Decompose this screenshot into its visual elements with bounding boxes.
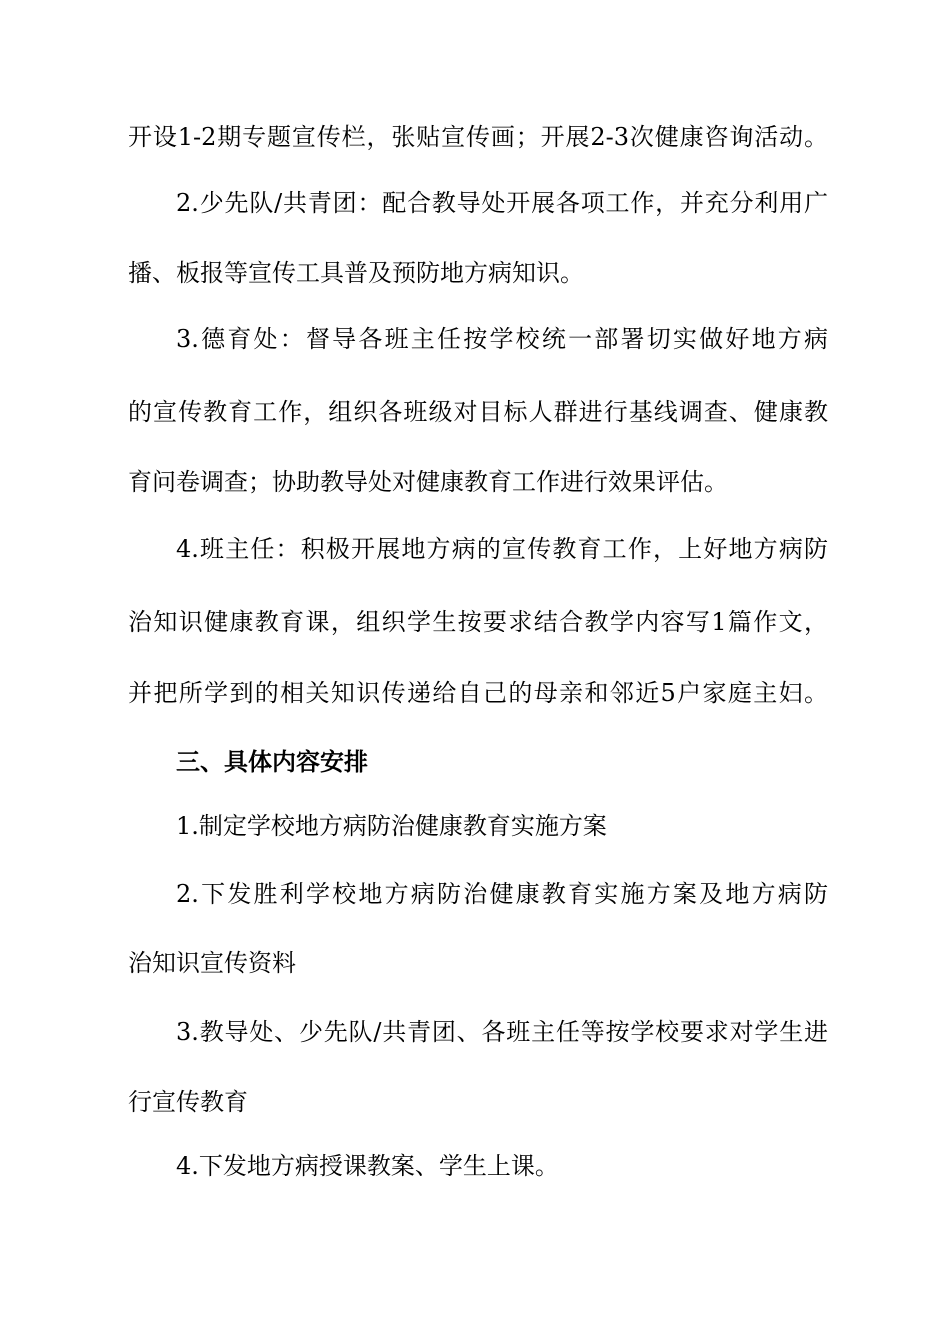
paragraph-line: 治知识宣传资料 xyxy=(128,949,296,977)
paragraph-line: 的宣传教育工作，组织各班级对目标人群进行基线调查、健康教 xyxy=(128,398,828,426)
paragraph-line: 治知识健康教育课，组织学生按要求结合教学内容写1篇作文， xyxy=(128,608,828,636)
paragraph-line: 开设1-2期专题宣传栏，张贴宣传画；开展2-3次健康咨询活动。 xyxy=(128,123,828,151)
paragraph-line: 育问卷调查；协助教导处对健康教育工作进行效果评估。 xyxy=(128,468,728,496)
paragraph-line: 3.德育处：督导各班主任按学校统一部署切实做好地方病 xyxy=(176,325,828,353)
paragraph-line: 3.教导处、少先队/共青团、各班主任等按学校要求对学生进 xyxy=(176,1018,828,1046)
paragraph-line: 播、板报等宣传工具普及预防地方病知识。 xyxy=(128,259,584,287)
paragraph-line: 2.下发胜利学校地方病防治健康教育实施方案及地方病防 xyxy=(176,880,828,908)
paragraph-line: 行宣传教育 xyxy=(128,1088,248,1116)
paragraph-line: 4.下发地方病授课教案、学生上课。 xyxy=(176,1152,559,1180)
paragraph-line: 2.少先队/共青团：配合教导处开展各项工作，并充分利用广 xyxy=(176,189,828,217)
paragraph-line: 并把所学到的相关知识传递给自己的母亲和邻近5户家庭主妇。 xyxy=(128,679,828,707)
section-heading: 三、具体内容安排 xyxy=(176,747,368,776)
paragraph-line: 4.班主任：积极开展地方病的宣传教育工作，上好地方病防 xyxy=(176,535,828,563)
paragraph-line: 1.制定学校地方病防治健康教育实施方案 xyxy=(176,812,607,840)
